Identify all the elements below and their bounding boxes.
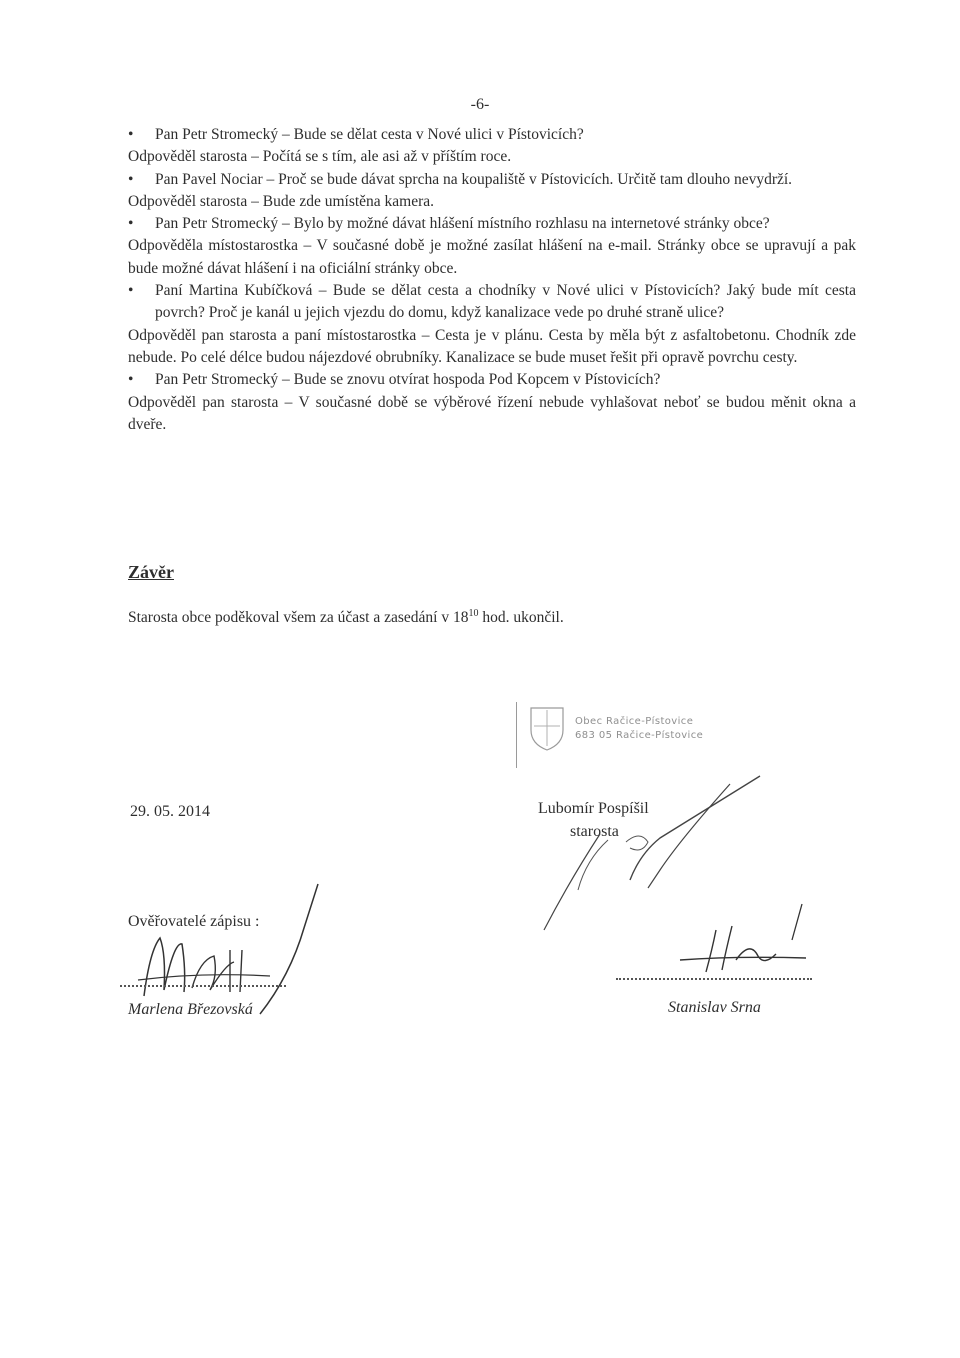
closing-text: Starosta obce poděkoval všem za účast a zasedání v 18 [128, 609, 469, 627]
answer-item: Odpověděl pan starosta – V současné době se výběrové řízení nebude vyhlašovat neboť se budou měnit okna a dveře. [128, 393, 856, 433]
question-item: • Pan Petr Stromecký – Bude se znovu otvírat hospoda Pod Kopcem v Pístovicích? [128, 369, 856, 391]
mayor-name: Lubomír Pospíšil [538, 800, 649, 817]
answer-item: Odpověděla místostarostka – V současné době je možné zasílat hlášení na e-mail. Stránky obce se upravují a pak bude možné dávat hlášení i na oficiální stránky obce. [128, 237, 856, 277]
coat-of-arms-icon [527, 704, 567, 752]
conclusion-heading: Závěr [128, 562, 174, 582]
municipal-stamp [516, 702, 741, 768]
verifiers-label: Ověřovatelé zápisu : [128, 913, 260, 930]
question-item: • Pan Petr Stromecký – Bylo by možné dávat hlášení místního rozhlasu na internetové stránky obce? [128, 213, 856, 235]
verifier1-name: Marlena Březovská [128, 1001, 253, 1018]
answer-item: Odpověděl starosta – Počítá se s tím, ale asi až v příštím roce. [128, 148, 512, 166]
signature-line [616, 978, 812, 980]
minutes-body [128, 124, 856, 436]
verifier1-signature [130, 880, 330, 1020]
verifier2-name: Stanislav Srna [668, 999, 761, 1016]
closing-text-end: hod. ukončil. [478, 609, 564, 627]
page-number: -6- [470, 96, 490, 113]
answer-item: Odpověděl pan starosta a paní místostarostka – Cesta je v plánu. Cesta by měla být z asfaltobetonu. Chodník zde nebude. Po celé délce budou nájezdové obrubníky. Kanalizace se bude muset řešit při opravě povrchu cesty. [128, 326, 856, 366]
document-date: 29. 05. 2014 [130, 803, 210, 820]
verifier2-signature [676, 900, 816, 980]
question-item: • Paní Martina Kubíčková – Bude se dělat cesta a chodníky v Nové ulici v Pístovicích? Jaký bude mít cesta povrch? Proč je kanál u jejich vjezdu do domu, když kanalizace vede po druhé straně ulice? [128, 280, 856, 325]
question-item: • Pan Petr Stromecký – Bude se dělat cesta v Nové ulici v Pístovicích? [128, 124, 856, 146]
question-item: • Pan Pavel Nociar – Proč se bude dávat sprcha na koupaliště v Pístovicích. Určitě tam dlouho nevydrží. [128, 169, 856, 191]
closing-statement [128, 608, 564, 627]
answer-item: Odpověděl starosta – Bude zde umístěna kamera. [128, 192, 435, 210]
closing-time-minutes: 10 [468, 608, 479, 619]
stamp-line-2: 683 05 Račice-Pístovice [575, 730, 704, 741]
stamp-line-1: Obec Račice-Pístovice [575, 716, 694, 727]
mayor-role: starosta [570, 823, 619, 840]
signature-line [120, 985, 286, 987]
